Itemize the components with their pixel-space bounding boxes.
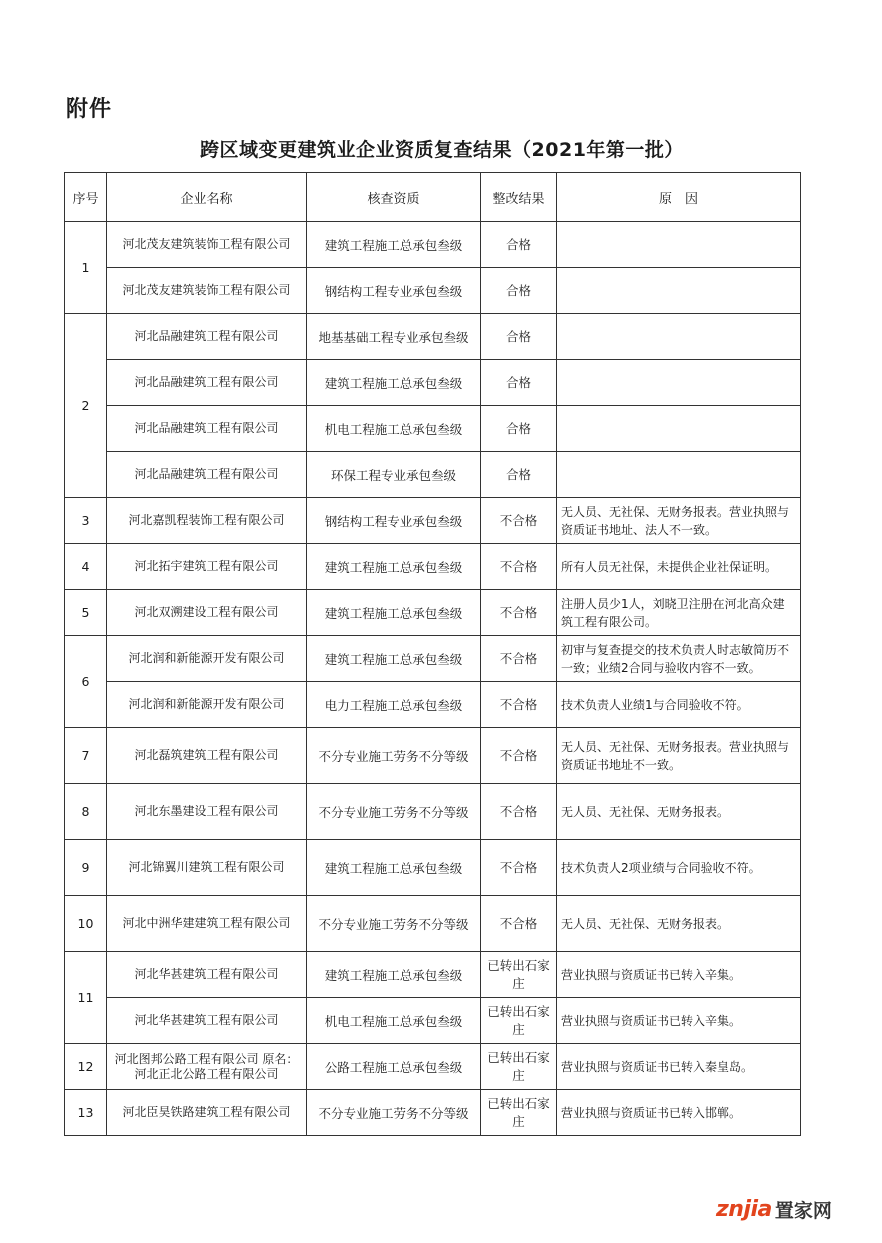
table-row bbox=[65, 1044, 801, 1090]
row-index: 7 bbox=[65, 728, 107, 784]
reason bbox=[557, 314, 801, 360]
table-row bbox=[65, 314, 801, 360]
qualification: 建筑工程施工总承包叁级 bbox=[307, 636, 481, 682]
qualification: 钢结构工程专业承包叁级 bbox=[307, 498, 481, 544]
table-row bbox=[65, 406, 801, 452]
row-index: 8 bbox=[65, 784, 107, 840]
qualification: 机电工程施工总承包叁级 bbox=[307, 406, 481, 452]
qualification: 建筑工程施工总承包叁级 bbox=[307, 544, 481, 590]
attachment-label: 附件 bbox=[66, 97, 113, 122]
table-row bbox=[65, 1090, 801, 1136]
result: 不合格 bbox=[481, 896, 557, 952]
company-name: 河北华甚建筑工程有限公司 bbox=[107, 952, 307, 998]
qualification: 环保工程专业承包叁级 bbox=[307, 452, 481, 498]
result: 不合格 bbox=[481, 784, 557, 840]
table-row bbox=[65, 952, 801, 998]
company-name: 河北润和新能源开发有限公司 bbox=[107, 636, 307, 682]
result: 合格 bbox=[481, 360, 557, 406]
result: 合格 bbox=[481, 222, 557, 268]
qualification: 公路工程施工总承包叁级 bbox=[307, 1044, 481, 1090]
company-name: 河北臣昊铁路建筑工程有限公司 bbox=[107, 1090, 307, 1136]
table-row bbox=[65, 784, 801, 840]
table-header-row bbox=[65, 173, 801, 222]
reason bbox=[557, 452, 801, 498]
row-index: 6 bbox=[65, 636, 107, 728]
reason: 无人员、无社保、无财务报表。营业执照与资质证书地址、法人不一致。 bbox=[557, 498, 801, 544]
company-name: 河北双溯建设工程有限公司 bbox=[107, 590, 307, 636]
table-row bbox=[65, 590, 801, 636]
watermark-brand-cn: 置家网 bbox=[774, 1200, 832, 1222]
row-index: 5 bbox=[65, 590, 107, 636]
qualification: 建筑工程施工总承包叁级 bbox=[307, 590, 481, 636]
company-name: 河北茂友建筑装饰工程有限公司 bbox=[107, 268, 307, 314]
result: 合格 bbox=[481, 314, 557, 360]
company-name: 河北东墨建设工程有限公司 bbox=[107, 784, 307, 840]
company-name: 河北润和新能源开发有限公司 bbox=[107, 682, 307, 728]
result: 不合格 bbox=[481, 544, 557, 590]
company-name: 河北品融建筑工程有限公司 bbox=[107, 314, 307, 360]
table-row bbox=[65, 728, 801, 784]
result: 合格 bbox=[481, 268, 557, 314]
qualification: 建筑工程施工总承包叁级 bbox=[307, 222, 481, 268]
qualification: 建筑工程施工总承包叁级 bbox=[307, 952, 481, 998]
company-name: 河北中洲华建建筑工程有限公司 bbox=[107, 896, 307, 952]
header-result: 整改结果 bbox=[481, 173, 557, 222]
result: 合格 bbox=[481, 406, 557, 452]
table-row bbox=[65, 222, 801, 268]
row-index: 4 bbox=[65, 544, 107, 590]
row-index: 10 bbox=[65, 896, 107, 952]
results-table bbox=[64, 172, 801, 1136]
qualification: 建筑工程施工总承包叁级 bbox=[307, 360, 481, 406]
reason: 初审与复查提交的技术负责人时志敏简历不一致；业绩2合同与验收内容不一致。 bbox=[557, 636, 801, 682]
reason bbox=[557, 360, 801, 406]
header-company: 企业名称 bbox=[107, 173, 307, 222]
qualification: 不分专业施工劳务不分等级 bbox=[307, 784, 481, 840]
row-index: 13 bbox=[65, 1090, 107, 1136]
qualification: 不分专业施工劳务不分等级 bbox=[307, 1090, 481, 1136]
document-title: 跨区域变更建筑业企业资质复查结果（2021年第一批） bbox=[200, 139, 684, 161]
header-qualification: 核查资质 bbox=[307, 173, 481, 222]
qualification: 机电工程施工总承包叁级 bbox=[307, 998, 481, 1044]
company-name: 河北品融建筑工程有限公司 bbox=[107, 360, 307, 406]
table-row bbox=[65, 360, 801, 406]
qualification: 不分专业施工劳务不分等级 bbox=[307, 728, 481, 784]
reason bbox=[557, 406, 801, 452]
reason: 营业执照与资质证书已转入秦皇岛。 bbox=[557, 1044, 801, 1090]
header-reason: 原 因 bbox=[557, 173, 801, 222]
result: 不合格 bbox=[481, 682, 557, 728]
reason: 技术负责人业绩1与合同验收不符。 bbox=[557, 682, 801, 728]
reason: 无人员、无社保、无财务报表。 bbox=[557, 896, 801, 952]
table-row bbox=[65, 452, 801, 498]
reason: 注册人员少1人，刘晓卫注册在河北高众建筑工程有限公司。 bbox=[557, 590, 801, 636]
company-name: 河北茂友建筑装饰工程有限公司 bbox=[107, 222, 307, 268]
company-name: 河北磊筑建筑工程有限公司 bbox=[107, 728, 307, 784]
qualification: 不分专业施工劳务不分等级 bbox=[307, 896, 481, 952]
company-name: 河北嘉凯程装饰工程有限公司 bbox=[107, 498, 307, 544]
reason: 无人员、无社保、无财务报表。 bbox=[557, 784, 801, 840]
reason: 营业执照与资质证书已转入辛集。 bbox=[557, 952, 801, 998]
table-row bbox=[65, 896, 801, 952]
company-name: 河北拓宇建筑工程有限公司 bbox=[107, 544, 307, 590]
company-name: 河北华甚建筑工程有限公司 bbox=[107, 998, 307, 1044]
table-row bbox=[65, 498, 801, 544]
reason: 技术负责人2项业绩与合同验收不符。 bbox=[557, 840, 801, 896]
row-index: 1 bbox=[65, 222, 107, 314]
reason: 无人员、无社保、无财务报表。营业执照与资质证书地址不一致。 bbox=[557, 728, 801, 784]
row-index: 2 bbox=[65, 314, 107, 498]
result: 不合格 bbox=[481, 590, 557, 636]
qualification: 建筑工程施工总承包叁级 bbox=[307, 840, 481, 896]
company-name: 河北品融建筑工程有限公司 bbox=[107, 406, 307, 452]
table-row bbox=[65, 268, 801, 314]
result: 已转出石家庄 bbox=[481, 952, 557, 998]
qualification: 地基基础工程专业承包叁级 bbox=[307, 314, 481, 360]
result: 不合格 bbox=[481, 636, 557, 682]
result: 合格 bbox=[481, 452, 557, 498]
table-row bbox=[65, 682, 801, 728]
result: 不合格 bbox=[481, 728, 557, 784]
result: 不合格 bbox=[481, 840, 557, 896]
company-name: 河北图邦公路工程有限公司 原名：河北正北公路工程有限公司 bbox=[107, 1044, 307, 1090]
result: 已转出石家庄 bbox=[481, 1090, 557, 1136]
row-index: 3 bbox=[65, 498, 107, 544]
table-row bbox=[65, 998, 801, 1044]
header-index: 序号 bbox=[65, 173, 107, 222]
row-index: 12 bbox=[65, 1044, 107, 1090]
result: 不合格 bbox=[481, 498, 557, 544]
reason: 所有人员无社保，未提供企业社保证明。 bbox=[557, 544, 801, 590]
qualification: 钢结构工程专业承包叁级 bbox=[307, 268, 481, 314]
reason: 营业执照与资质证书已转入邯郸。 bbox=[557, 1090, 801, 1136]
reason: 营业执照与资质证书已转入辛集。 bbox=[557, 998, 801, 1044]
reason bbox=[557, 222, 801, 268]
table-row bbox=[65, 544, 801, 590]
watermark-brand-latin: znjia bbox=[716, 1197, 772, 1222]
row-index: 11 bbox=[65, 952, 107, 1044]
company-name: 河北锦翼川建筑工程有限公司 bbox=[107, 840, 307, 896]
reason bbox=[557, 268, 801, 314]
result: 已转出石家庄 bbox=[481, 1044, 557, 1090]
row-index: 9 bbox=[65, 840, 107, 896]
table-row bbox=[65, 636, 801, 682]
table-row bbox=[65, 840, 801, 896]
qualification: 电力工程施工总承包叁级 bbox=[307, 682, 481, 728]
watermark-logo bbox=[716, 1196, 832, 1223]
result: 已转出石家庄 bbox=[481, 998, 557, 1044]
company-name: 河北品融建筑工程有限公司 bbox=[107, 452, 307, 498]
